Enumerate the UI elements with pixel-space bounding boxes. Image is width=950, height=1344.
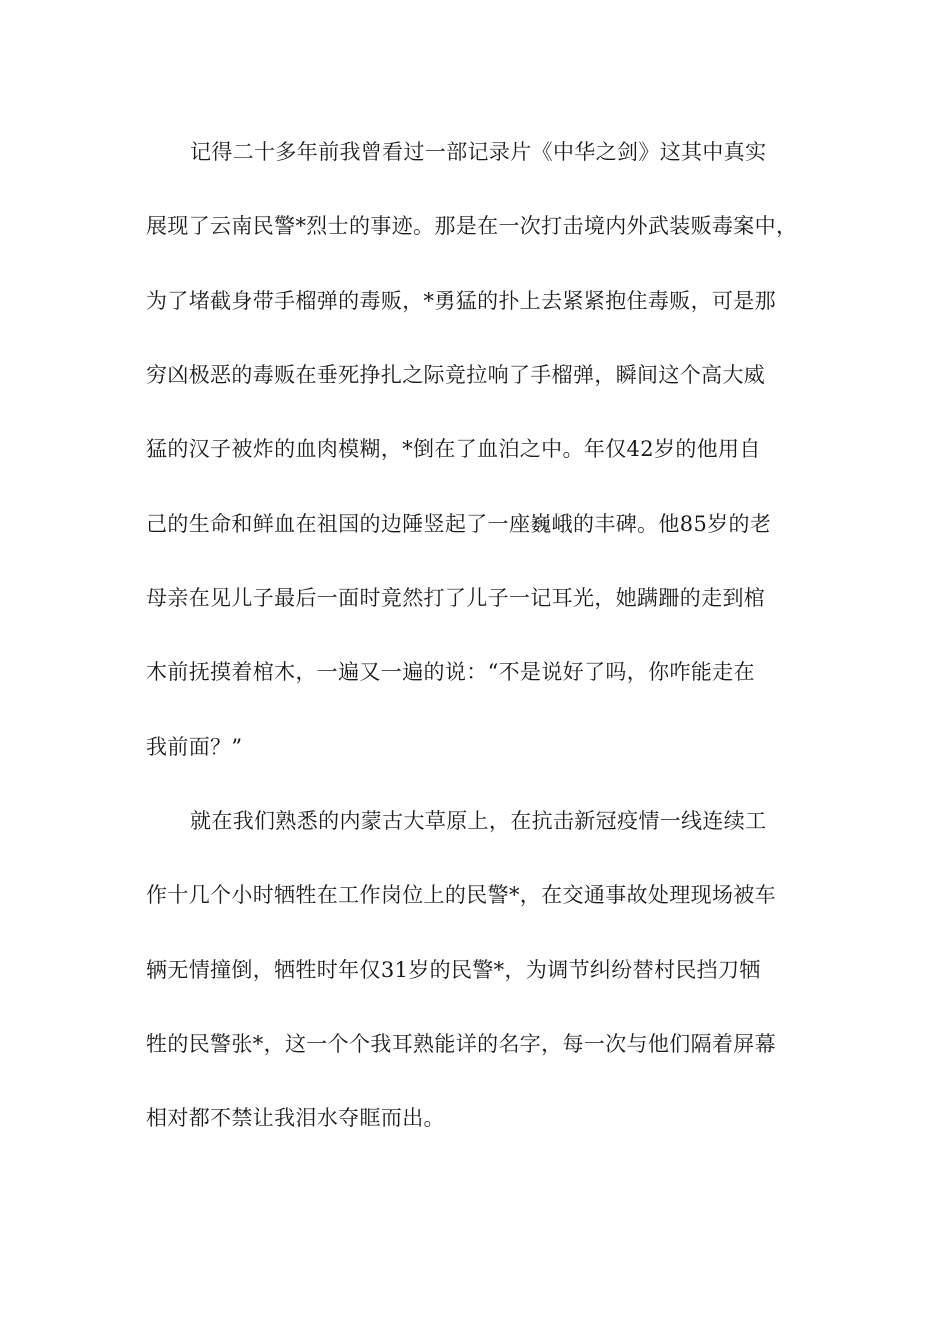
paragraph-line: 展现了云南民警*烈士的事迹。那是在一次打击境内外武装贩毒案中， — [146, 214, 798, 238]
paragraph-line: 为了堵截身带手榴弹的毒贩，*勇猛的扑上去紧紧抱住毒贩，可是那 — [146, 289, 776, 313]
paragraph-line: 记得二十多年前我曾看过一部记录片《中华之剑》这其中真实 — [190, 140, 767, 164]
paragraph-line: 母亲在见儿子最后一面时竟然打了儿子一记耳光，她蹒跚的走到棺 — [146, 586, 766, 610]
paragraph-line: 牲的民警张*，这一个个我耳熟能详的名字，每一次与他们隔着屏幕 — [146, 1032, 776, 1056]
paragraph-line: 相对都不禁让我泪水夺眶而出。 — [146, 1106, 445, 1130]
paragraph-line: 辆无情撞倒，牺牲时年仅31岁的民警*，为调节纠纷替村民挡刀牺 — [146, 958, 761, 982]
paragraph-line: 作十几个小时牺牲在工作岗位上的民警*，在交通事故处理现场被车 — [146, 883, 776, 907]
paragraph-line: 猛的汉子被炸的血肉模糊，*倒在了血泊之中。年仅42岁的他用自 — [146, 437, 761, 461]
paragraph-line: 就在我们熟悉的内蒙古大草原上，在抗击新冠疫情一线连续工 — [190, 809, 767, 833]
paragraph-line: 穷凶极恶的毒贩在垂死挣扎之际竟拉响了手榴弹，瞬间这个高大威 — [146, 363, 766, 387]
paragraph-line: 我前面？” — [146, 735, 243, 759]
paragraph-line: 木前抚摸着棺木，一遍又一遍的说：“不是说好了吗，你咋能走在 — [146, 660, 755, 684]
paragraph-line: 己的生命和鲜血在祖国的边陲竖起了一座巍峨的丰碑。他85岁的老 — [146, 512, 772, 536]
